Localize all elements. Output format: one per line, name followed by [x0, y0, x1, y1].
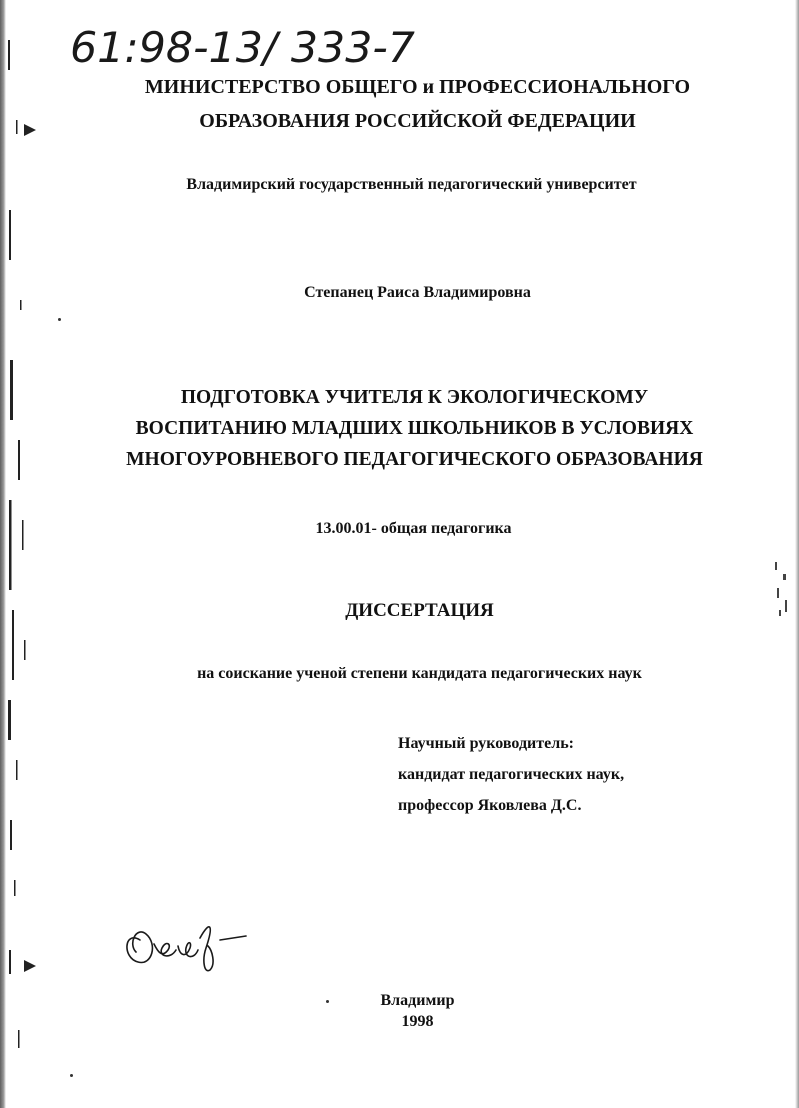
- binding-marks: [6, 0, 46, 1108]
- university-name: Владимирский государственный педагогический университет: [186, 176, 637, 193]
- scan-speck: [70, 1074, 73, 1077]
- city-year-block: [18, 990, 799, 1032]
- document-type: ДИССЕРТАЦИЯ: [345, 600, 494, 621]
- supervisor-label: Научный руководитель:: [398, 735, 574, 752]
- supervisor-name: профессор Яковлева Д.С.: [398, 797, 582, 814]
- year: 1998: [401, 1013, 434, 1030]
- specialty-code: 13.00.01- общая педагогика: [315, 520, 512, 537]
- signature: [118, 900, 278, 980]
- city-name: Владимир: [380, 992, 455, 1009]
- title-line-2: ВОСПИТАНИЮ МЛАДШИХ ШКОЛЬНИКОВ В УСЛОВИЯХ: [135, 418, 694, 439]
- handwritten-code-text: 61:98-13/ 333-7: [70, 23, 416, 72]
- ministry-line-1: МИНИСТЕРСТВО ОБЩЕГО и ПРОФЕССИОНАЛЬНОГО: [144, 76, 691, 98]
- ministry-header: [18, 70, 799, 138]
- scan-edge-right: [795, 0, 799, 1108]
- supervisor-block: [398, 728, 624, 821]
- scan-speck: [58, 318, 61, 321]
- scan-speck: [326, 1000, 329, 1003]
- author-name: Степанец Раиса Владимировна: [304, 284, 531, 301]
- ministry-line-2: ОБРАЗОВАНИЯ РОССИЙСКОЙ ФЕДЕРАЦИИ: [199, 110, 636, 132]
- degree-line: на соискание ученой степени кандидата педагогических наук: [197, 665, 642, 682]
- title-line-1: ПОДГОТОВКА УЧИТЕЛЯ К ЭКОЛОГИЧЕСКОМУ: [180, 387, 649, 408]
- supervisor-degree: кандидат педагогических наук,: [398, 766, 625, 783]
- dissertation-title: [15, 382, 799, 475]
- title-line-3: МНОГОУРОВНЕВОГО ПЕДАГОГИЧЕСКОГО ОБРАЗОВАНИЯ: [126, 449, 703, 470]
